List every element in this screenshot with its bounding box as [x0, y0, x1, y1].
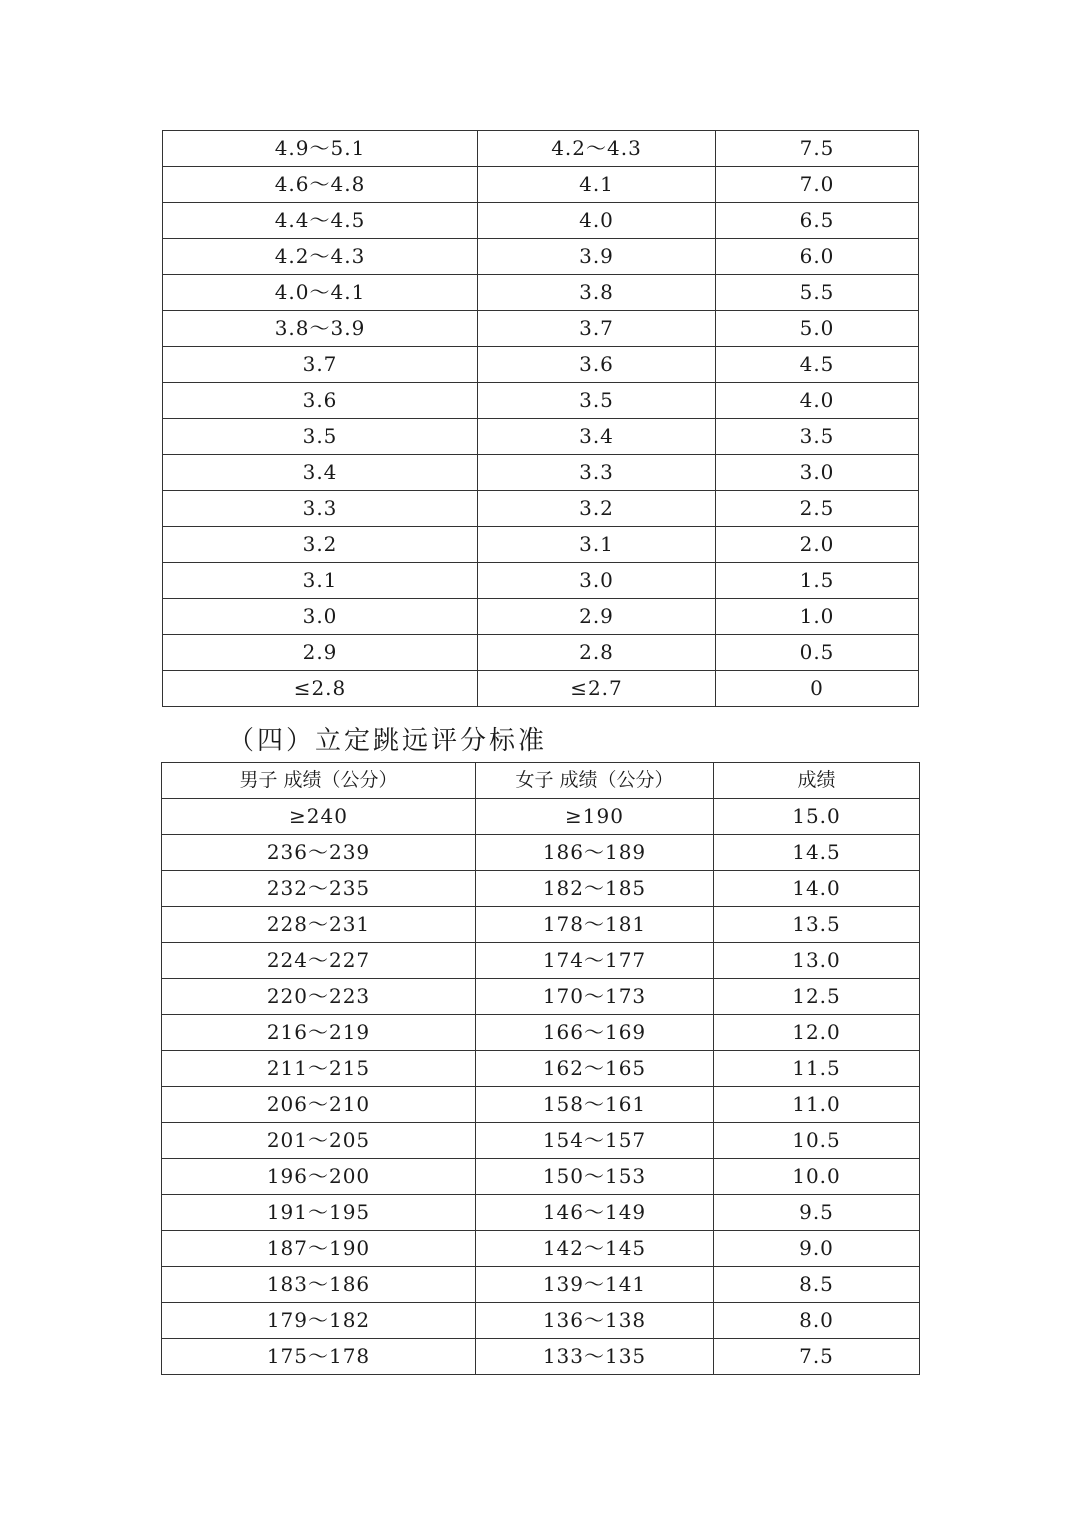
table-row — [162, 871, 920, 907]
table-row — [163, 239, 919, 275]
table-row — [162, 1195, 920, 1231]
table-row — [163, 563, 919, 599]
female-score-cell: 139～141 — [476, 1267, 714, 1303]
table-row — [162, 1339, 920, 1375]
female-score-cell: 3.8 — [478, 275, 716, 311]
points-cell: 11.0 — [714, 1087, 920, 1123]
points-cell: 0.5 — [716, 635, 919, 671]
male-score-cell: 4.9～5.1 — [163, 131, 478, 167]
female-score-cell: 4.1 — [478, 167, 716, 203]
female-score-cell: 4.0 — [478, 203, 716, 239]
male-score-cell: 3.6 — [163, 383, 478, 419]
female-score-cell: 158～161 — [476, 1087, 714, 1123]
male-score-cell: 232～235 — [162, 871, 476, 907]
female-score-cell: 3.4 — [478, 419, 716, 455]
female-score-cell: 2.9 — [478, 599, 716, 635]
table-row — [163, 527, 919, 563]
male-score-cell: 4.0～4.1 — [163, 275, 478, 311]
male-score-cell: 179～182 — [162, 1303, 476, 1339]
male-score-cell: 187～190 — [162, 1231, 476, 1267]
male-score-cell: 236～239 — [162, 835, 476, 871]
points-cell: 8.0 — [714, 1303, 920, 1339]
points-cell: 13.0 — [714, 943, 920, 979]
male-score-cell: 175～178 — [162, 1339, 476, 1375]
male-score-cell: 3.3 — [163, 491, 478, 527]
male-score-cell: 211～215 — [162, 1051, 476, 1087]
table-row — [163, 167, 919, 203]
table-row — [163, 419, 919, 455]
standing-long-jump-table-body — [162, 763, 920, 1375]
male-score-cell: 228～231 — [162, 907, 476, 943]
header-male-score: 男子 成绩（公分） — [162, 763, 476, 799]
male-score-cell: 3.0 — [163, 599, 478, 635]
table-row — [162, 1087, 920, 1123]
male-score-cell: 3.5 — [163, 419, 478, 455]
table-row — [163, 131, 919, 167]
table-row — [162, 979, 920, 1015]
points-cell: 4.5 — [716, 347, 919, 383]
table-row — [163, 491, 919, 527]
score-table-continued — [162, 130, 919, 707]
male-score-cell: 220～223 — [162, 979, 476, 1015]
male-score-cell: 201～205 — [162, 1123, 476, 1159]
points-cell: 12.5 — [714, 979, 920, 1015]
table-row — [162, 1159, 920, 1195]
table-row — [163, 383, 919, 419]
female-score-cell: 2.8 — [478, 635, 716, 671]
points-cell: 10.5 — [714, 1123, 920, 1159]
female-score-cell: 133～135 — [476, 1339, 714, 1375]
points-cell: 15.0 — [714, 799, 920, 835]
female-score-cell: 182～185 — [476, 871, 714, 907]
male-score-cell: 4.2～4.3 — [163, 239, 478, 275]
male-score-cell: 3.4 — [163, 455, 478, 491]
female-score-cell: 146～149 — [476, 1195, 714, 1231]
female-score-cell: 174～177 — [476, 943, 714, 979]
table-row — [162, 1267, 920, 1303]
points-cell: 11.5 — [714, 1051, 920, 1087]
table-row — [162, 835, 920, 871]
section-title: （四）立定跳远评分标准 — [228, 726, 548, 756]
table-row — [163, 347, 919, 383]
table-row — [163, 203, 919, 239]
female-score-cell: ≥190 — [476, 799, 714, 835]
female-score-cell: 3.1 — [478, 527, 716, 563]
female-score-cell: 3.3 — [478, 455, 716, 491]
female-score-cell: 186～189 — [476, 835, 714, 871]
points-cell: 8.5 — [714, 1267, 920, 1303]
points-cell: 9.0 — [714, 1231, 920, 1267]
points-cell: 6.5 — [716, 203, 919, 239]
points-cell: 1.5 — [716, 563, 919, 599]
table-row — [163, 311, 919, 347]
points-cell: 7.5 — [714, 1339, 920, 1375]
points-cell: 4.0 — [716, 383, 919, 419]
table-row — [163, 455, 919, 491]
male-score-cell: 216～219 — [162, 1015, 476, 1051]
male-score-cell: 196～200 — [162, 1159, 476, 1195]
female-score-cell: 3.0 — [478, 563, 716, 599]
male-score-cell: 4.6～4.8 — [163, 167, 478, 203]
points-cell: 2.5 — [716, 491, 919, 527]
table-row — [163, 599, 919, 635]
male-score-cell: ≥240 — [162, 799, 476, 835]
table-row — [162, 1231, 920, 1267]
points-cell: 5.5 — [716, 275, 919, 311]
points-cell: 6.0 — [716, 239, 919, 275]
standing-long-jump-table — [161, 762, 920, 1375]
points-cell: 14.0 — [714, 871, 920, 907]
female-score-cell: 3.5 — [478, 383, 716, 419]
male-score-cell: 183～186 — [162, 1267, 476, 1303]
points-cell: 5.0 — [716, 311, 919, 347]
female-score-cell: 142～145 — [476, 1231, 714, 1267]
points-cell: 13.5 — [714, 907, 920, 943]
male-score-cell: 3.2 — [163, 527, 478, 563]
male-score-cell: 3.8～3.9 — [163, 311, 478, 347]
points-cell: 12.0 — [714, 1015, 920, 1051]
female-score-cell: 4.2～4.3 — [478, 131, 716, 167]
female-score-cell: 136～138 — [476, 1303, 714, 1339]
male-score-cell: 224～227 — [162, 943, 476, 979]
table-row — [163, 275, 919, 311]
points-cell: 3.5 — [716, 419, 919, 455]
points-cell: 14.5 — [714, 835, 920, 871]
female-score-cell: 178～181 — [476, 907, 714, 943]
points-cell: 0 — [716, 671, 919, 707]
male-score-cell: 2.9 — [163, 635, 478, 671]
points-cell: 9.5 — [714, 1195, 920, 1231]
header-female-score: 女子 成绩（公分） — [476, 763, 714, 799]
male-score-cell: 3.7 — [163, 347, 478, 383]
table-row — [162, 1303, 920, 1339]
female-score-cell: 3.9 — [478, 239, 716, 275]
female-score-cell: 3.2 — [478, 491, 716, 527]
female-score-cell: 150～153 — [476, 1159, 714, 1195]
table-row — [163, 671, 919, 707]
female-score-cell: 154～157 — [476, 1123, 714, 1159]
male-score-cell: 3.1 — [163, 563, 478, 599]
male-score-cell: ≤2.8 — [163, 671, 478, 707]
table-row — [162, 1015, 920, 1051]
points-cell: 7.5 — [716, 131, 919, 167]
points-cell: 3.0 — [716, 455, 919, 491]
points-cell: 10.0 — [714, 1159, 920, 1195]
female-score-cell: 170～173 — [476, 979, 714, 1015]
table-row — [162, 943, 920, 979]
score-table-continued-body — [163, 131, 919, 707]
points-cell: 1.0 — [716, 599, 919, 635]
table-row — [162, 799, 920, 835]
points-cell: 2.0 — [716, 527, 919, 563]
male-score-cell: 4.4～4.5 — [163, 203, 478, 239]
table-header-row — [162, 763, 920, 799]
table-row — [162, 1051, 920, 1087]
male-score-cell: 206～210 — [162, 1087, 476, 1123]
table-row — [163, 635, 919, 671]
points-cell: 7.0 — [716, 167, 919, 203]
female-score-cell: 3.6 — [478, 347, 716, 383]
female-score-cell: ≤2.7 — [478, 671, 716, 707]
table-row — [162, 907, 920, 943]
female-score-cell: 166～169 — [476, 1015, 714, 1051]
header-points: 成绩 — [714, 763, 920, 799]
male-score-cell: 191～195 — [162, 1195, 476, 1231]
female-score-cell: 162～165 — [476, 1051, 714, 1087]
female-score-cell: 3.7 — [478, 311, 716, 347]
table-row — [162, 1123, 920, 1159]
